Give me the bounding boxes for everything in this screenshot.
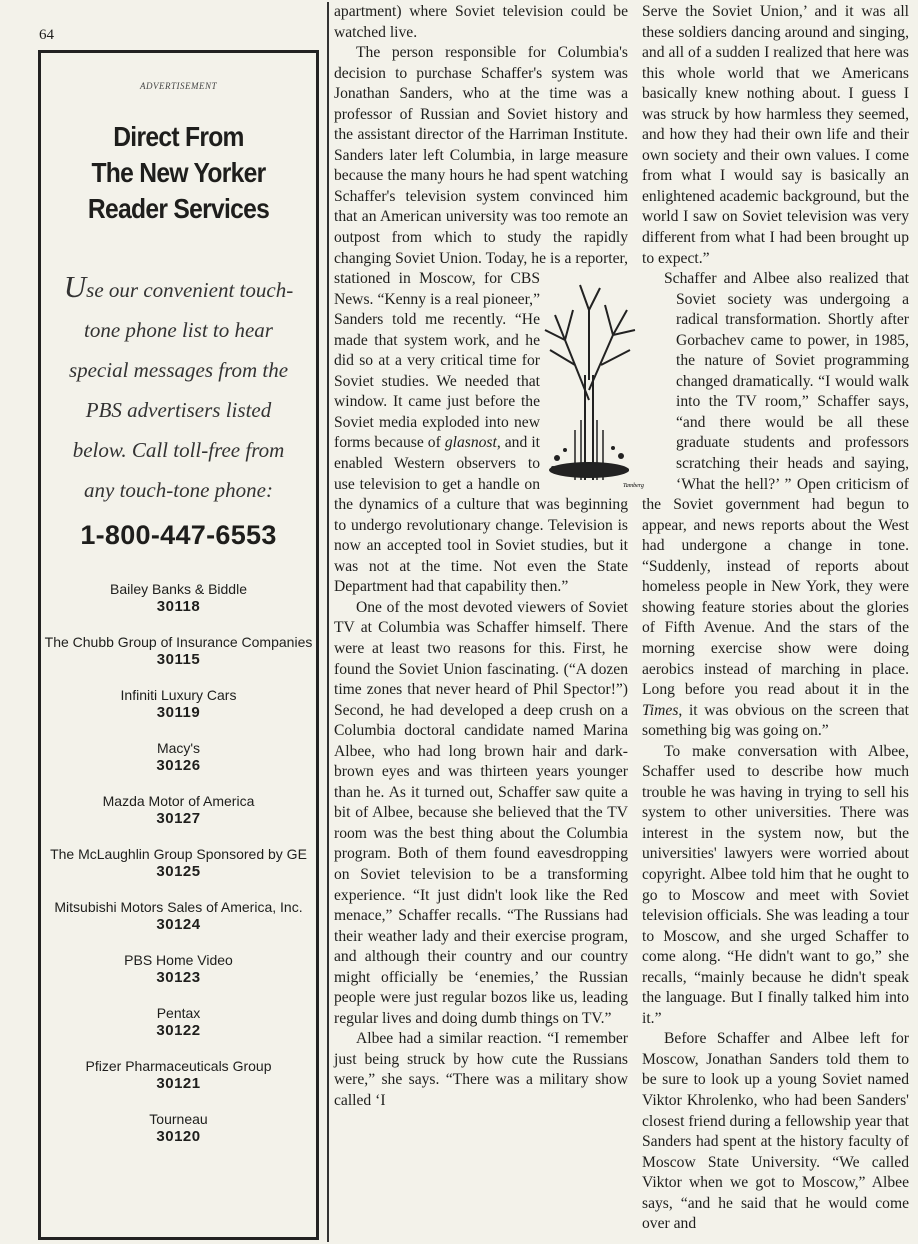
article-column-2 [334, 2, 628, 1112]
advertiser-entry [41, 952, 316, 986]
phone-number: 1-800-447-6553 [80, 520, 277, 550]
advertiser-entry [41, 793, 316, 827]
article-column-3 [642, 2, 909, 1235]
advertiser-entry [41, 1058, 316, 1092]
advertiser-entry [41, 634, 316, 668]
illustrator-signature: Tamberg [623, 483, 644, 489]
advertiser-code: 30119 [156, 704, 201, 721]
advertiser-entry [41, 899, 316, 933]
illustration-wrap [642, 292, 676, 477]
advertiser-name: The McLaughlin Group Sponsored by GE [50, 846, 307, 862]
advertiser-name: Macy's [156, 740, 201, 756]
advertiser-name: Pentax [156, 1005, 201, 1021]
ad-title-line: Direct From [113, 121, 244, 152]
advertiser-code: 30125 [156, 863, 201, 880]
article-paragraph: Schaffer and Albee also realized that Soviet society was undergoing a radical transformation. Shortly after Gorbachev came to power, in 1985, the nature of Soviet programming changed dramatically. “I would walk into the TV room,” Schaffer says, “and there would be all these graduate students and professors scratching their heads and saying, ‘What the hell?’ ” Open criticism of the Soviet government had begun to appear, and news reports about the West had undergone a change in tone. “Suddenly, instead of reports about homeless people in New York, they were showing feature stories about the glories of Fifth Avenue. And the stars of the morning exercise show were doing aerobics instead of marching in place. Long before you read about it in the Times, it was obvious on the screen that something big was going on.” [642, 270, 909, 740]
article-paragraph: Before Schaffer and Albee left for Moscow, Jonathan Sanders told them to be sure to look up a young Soviet named Viktor Khrolenko, who had been Sanders' closest friend during a fellowship year that Sanders had spent at the history faculty of Moscow State University. “We called Viktor when we got to Moscow,” Albee says, “and he said that he would come over and [642, 1030, 909, 1233]
advertiser-code: 30118 [156, 598, 201, 615]
ad-title [58, 119, 300, 227]
advertiser-name: Mazda Motor of America [102, 793, 255, 809]
advertiser-code: 30120 [156, 1128, 201, 1145]
page-number: 64 [39, 27, 54, 43]
advertiser-name: Tourneau [149, 1111, 208, 1127]
advertiser-entry [41, 1111, 316, 1145]
advertiser-code: 30121 [156, 1075, 201, 1092]
advertisement-label: ADVERTISEMENT [140, 81, 217, 91]
advertiser-code: 30122 [156, 1022, 201, 1039]
advertiser-name: Infiniti Luxury Cars [120, 687, 237, 703]
advertiser-name: PBS Home Video [124, 952, 233, 968]
advertiser-name: Pfizer Pharmaceuticals Group [85, 1058, 272, 1074]
advertiser-code: 30123 [156, 969, 201, 986]
article-paragraph: One of the most devoted viewers of Soviet TV at Columbia was Schaffer himself. There were at least two reasons for this. First, he found the Soviet Union fascinating. (“A dozen time zones that never heard of Phil Spector!”) Second, he had developed a deep crush on a Columbia doctoral candidate named Marina Albee, who had long brown hair and dark-brown eyes and was thirteen years younger than he. As it turned out, Schaffer saw quite a bit of Albee, because she believed that the TV room was the best thing about the Columbia program. Both of them found eavesdropping on Soviet television to be a transforming experience. “It just didn't look like the Red menace,” Schaffer recalls. “The Russians had their weather lady and their exercise program, and although their country and our country might officially be ‘enemies,’ the Russian people were just regular bozos like us, leading regular lives and doing dumb things on TV.” [334, 598, 628, 1027]
advertiser-name: The Chubb Group of Insurance Companies [44, 634, 313, 650]
advertiser-entry [41, 740, 316, 774]
article-paragraph: The person responsible for Columbia's decision to purchase Schaffer's system was Jonathan Sanders, who at the time was a professor of Russian and Soviet history and the assistant director of the Harriman Institute. Sanders later left Columbia, in large measure because the many hours he had spent watching Schaffer's television system convinced him that an American university was too remote an outpost from which to study the rapidly changing Soviet Union. Today, he is a reporter, stationed in Moscow, for CBS News. “Kenny is a real pioneer,” Sanders told me recently. “He made that system work, and he did so at a very critical time for Soviet studies. We needed that window. It came just before the Soviet media exploded into new forms because of glasnost, and it enabled Western observers to use television to get a handle on the dynamics of a culture that was beginning to undergo revolutionary change. Television is now an accepted tool in Soviet studies, but it was not at the time. Not even the State Department had that capability then.” [334, 44, 628, 596]
drop-cap: U [63, 269, 87, 304]
article-paragraph: Albee had a similar reaction. “I remember just being struck by how cute the Russians were,” she says. “There was a military show called ‘I [334, 1030, 628, 1109]
tree-illustration [535, 280, 645, 495]
ad-title-line: Reader Services [87, 193, 270, 224]
advertiser-entry [41, 846, 316, 880]
column-rule [327, 2, 329, 1242]
advertiser-name: Bailey Banks & Biddle [110, 581, 247, 597]
advertisement-box [38, 50, 319, 1240]
article-paragraph: Serve the Soviet Union,’ and it was all these soldiers dancing around and singing, and all of a sudden I realized that here was this whole world that we Americans basically knew nothing about. I guess I was struck by how harmless they seemed, and how they had their own life and their own society and their own values. I come from what I would say is basically an enlightened academic background, but the world I saw on Soviet television was very different from what I had been brought up to expect.” [642, 3, 909, 267]
advertiser-code: 30126 [156, 757, 201, 774]
advertiser-list [41, 581, 316, 1145]
ad-body [57, 267, 300, 510]
article-paragraph: apartment) where Soviet television could be watched live. [334, 3, 628, 41]
advertiser-entry [41, 581, 316, 615]
advertiser-name: Mitsubishi Motors Sales of America, Inc. [54, 899, 303, 915]
ad-title-line: The New Yorker [91, 157, 266, 188]
advertiser-code: 30115 [156, 651, 201, 668]
advertiser-entry [41, 1005, 316, 1039]
article-paragraph: To make conversation with Albee, Schaffer used to describe how much trouble he was having in trying to sell his system to other universities. There was interest in the system now, but the universities' lawyers were worried about copyright. Albee told him that he ought to go to Moscow and meet with Soviet television officials. She was leading a tour to Moscow, and she urged Schaffer to come along. “He didn't want to go,” she recalls, “mainly because he didn't speak the language. But I finally talked him into it.” [642, 742, 909, 1027]
advertiser-code: 30127 [156, 810, 201, 827]
advertiser-code: 30124 [156, 916, 201, 933]
advertiser-entry [41, 687, 316, 721]
ad-body-text: se our convenient touch-tone phone list to hear special messages from the PBS advertisers listed below. Call toll-free from any touch-tone phone: [68, 278, 294, 502]
